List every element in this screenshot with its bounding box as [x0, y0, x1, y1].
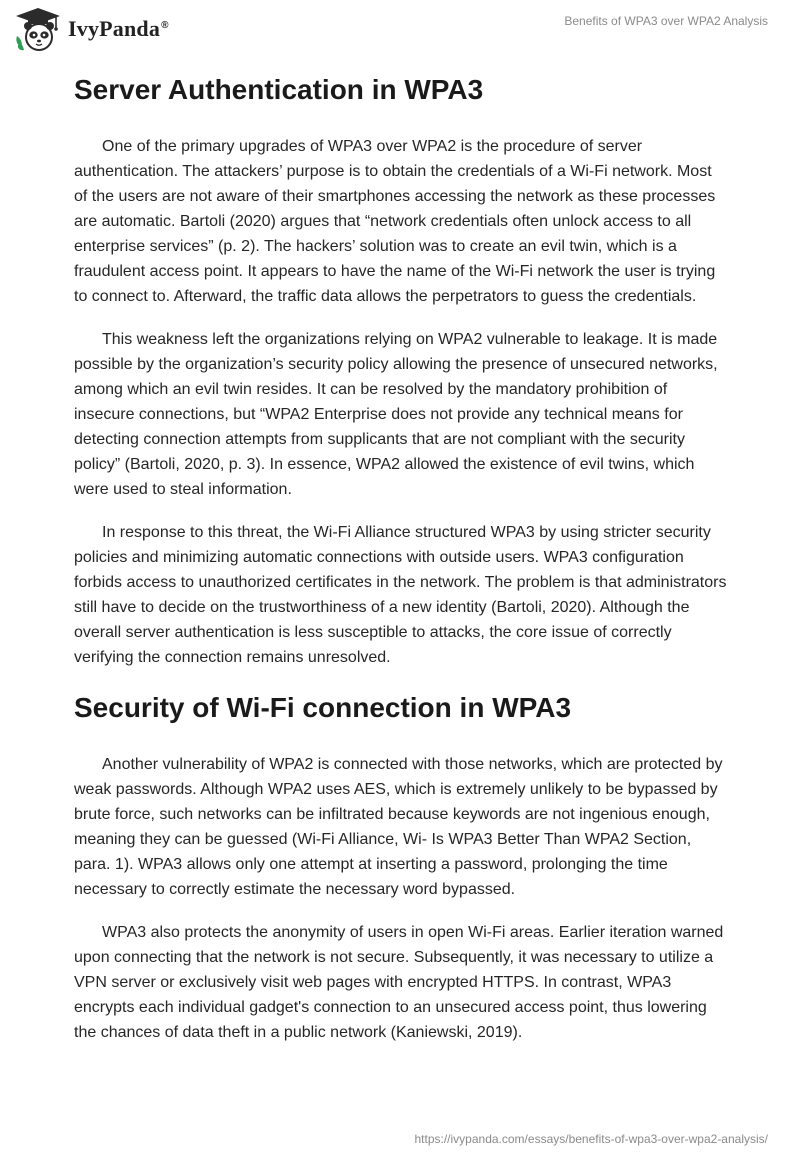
section-heading: Security of Wi-Fi connection in WPA3	[74, 692, 572, 723]
ivypanda-logo[interactable]	[14, 6, 169, 52]
paragraph: One of the primary upgrades of WPA3 over WPA2 is the procedure of server authentication. The attackers’ purpose is to obtain the credentials of a Wi-Fi network. Most of the users are not aware of their smartphones accessing the network as these processes are automatic. Bartoli (2020) argues that “network credentials often unlock access to all enterprise services” (p. 2). The hackers’ solution was to create an evil twin, which is a fraudulent access point. It appears to have the name of the Wi-Fi network the user is trying to connect to. Afterward, the traffic data allows the perpetrators to guess the credentials.	[74, 138, 716, 305]
logo-wordmark: IvyPanda®	[68, 16, 169, 41]
source-url-link[interactable]: https://ivypanda.com/essays/benefits-of-wpa3-over-wpa2-analysis/	[414, 1132, 768, 1146]
panda-graduate-icon	[14, 6, 62, 52]
article-body	[74, 70, 728, 1045]
paragraph: WPA3 also protects the anonymity of users in open Wi-Fi areas. Earlier iteration warned upon connecting that the network is not secure. Subsequently, it was necessary to utilize a VPN server or exclusively visit web pages with encrypted HTTPS. In contrast, WPA3 encrypts each individual gadget's connection to an unsecured access point, thus lowering the chances of data theft in a public network (Kaniewski, 2019).	[74, 924, 724, 1041]
paragraph: This weakness left the organizations relying on WPA2 vulnerable to leakage. It is made possible by the organization’s security policy allowing the presence of unsecured networks, among which an evil twin resides. It can be resolved by the mandatory prohibition of insecure connections, but “WPA2 Enterprise does not provide any technical means for detecting connection attempts from supplicants that are not compliant with the security policy” (Bartoli, 2020, p. 3). In essence, WPA2 allowed the existence of evil twins, which were used to steal information.	[74, 331, 718, 498]
paragraph: In response to this threat, the Wi-Fi Alliance structured WPA3 by using stricter security policies and minimizing automatic connections with outside users. WPA3 configuration forbids access to unauthorized certificates in the network. The problem is that administrators still have to decide on the trustworthiness of a new identity (Bartoli, 2020). Although the overall server authentication is less susceptible to attacks, the core issue of correctly verifying the connection remains unresolved.	[74, 524, 727, 666]
section-heading: Server Authentication in WPA3	[74, 74, 484, 105]
paragraph: Another vulnerability of WPA2 is connected with those networks, which are protected by weak passwords. Although WPA2 uses AES, which is extremely unlikely to be bypassed by brute force, such networks can be infiltrated because keywords are not ingenious enough, meaning they can be guessed (Wi-Fi Alliance, Wi- Is WPA3 Better Than WPA2 Section, para. 1). WPA3 allows only one attempt at inserting a password, prolonging the time necessary to correctly estimate the necessary word bypassed.	[74, 756, 723, 898]
page-header	[0, 0, 800, 60]
document-title: Benefits of WPA3 over WPA2 Analysis	[564, 14, 768, 28]
